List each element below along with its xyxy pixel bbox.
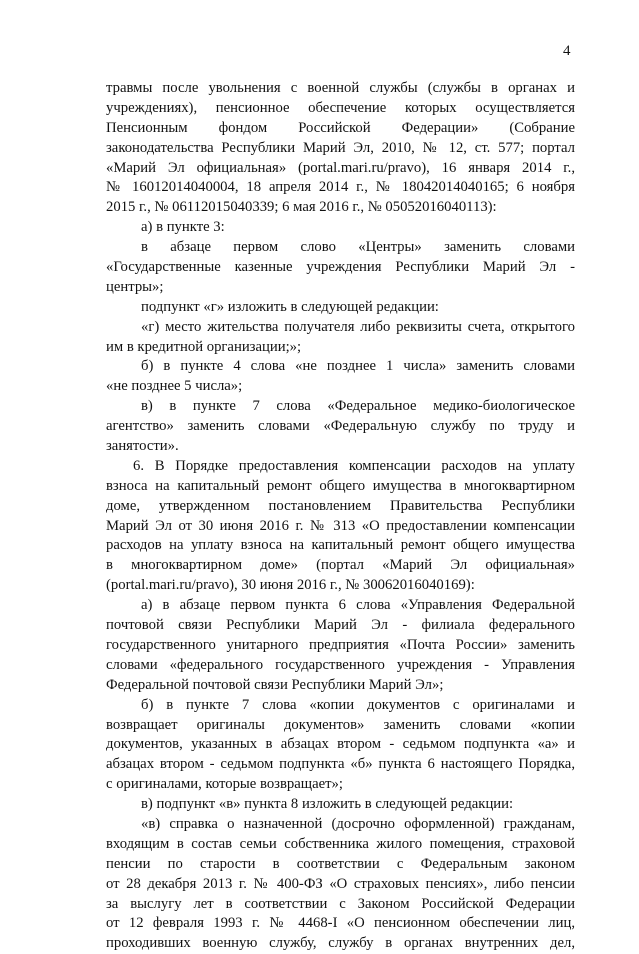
- text-line: центры»;: [106, 278, 164, 295]
- text-line: «не позднее 5 числа»;: [106, 378, 243, 395]
- text-line: словами «федерального государственного учреждения - Управления: [106, 656, 575, 673]
- text-line: травмы после увольнения с военной службы (службы в органах и: [106, 80, 575, 96]
- text-line: расходов на уплату взноса на капитальный ремонт общего имущества: [106, 537, 575, 554]
- text-line: документов, указанных в абзацах втором - седьмом подпункта «а» и: [106, 736, 575, 753]
- text-line: возвращает оригиналы документов» заменить словами «копии: [106, 716, 575, 733]
- text-line: а) в пункте 3:: [141, 219, 225, 236]
- text-line: абзацах втором - седьмом подпункта «б» пункта 6 настоящего Порядка,: [106, 756, 575, 773]
- text-line: почтовой связи Республики Марий Эл - филиала федерального: [106, 617, 575, 634]
- text-line: с оригиналами, которые возвращает»;: [106, 776, 343, 793]
- text-line: а) в абзаце первом пункта 6 слова «Управления Федеральной: [141, 597, 575, 614]
- text-line: входящим в состав семьи собственника жилого помещения, страховой: [106, 835, 575, 852]
- text-line: 2015 г., № 06112015040339; 6 мая 2016 г., № 05052016040113):: [106, 199, 497, 216]
- text-line: проходивших военную службу, службу в органах внутренних дел,: [106, 935, 575, 952]
- text-line: «г) место жительства получателя либо реквизиты счета, открытого: [141, 318, 575, 335]
- page-number: 4: [563, 43, 571, 59]
- text-line: в многоквартирном доме» (портал «Марий Эл официальная»: [106, 557, 575, 574]
- text-line: государственного унитарного предприятия «Почта России» заменить: [106, 636, 575, 653]
- text-line: в абзаце первом слово «Центры» заменить словами: [141, 239, 575, 256]
- text-line: в) в пункте 7 слова «Федеральное медико-биологическое: [141, 398, 575, 415]
- text-line: «в) справка о назначенной (досрочно оформленной) гражданам,: [141, 815, 575, 832]
- text-line: занятости».: [106, 438, 179, 455]
- text-line: за выслугу лет в соответствии с Законом Российской Федерации: [106, 895, 575, 912]
- text-line: 6. В Порядке предоставления компенсации расходов на уплату: [133, 457, 575, 474]
- text-line: подпункт «г» изложить в следующей редакции:: [141, 298, 439, 315]
- text-line: Федеральной почтовой связи Республики Марий Эл»;: [106, 676, 444, 693]
- text-line: «Марий Эл официальная» (portal.mari.ru/pravo), 16 января 2014 г.,: [106, 159, 575, 176]
- document-body: [106, 79, 575, 954]
- text-line: Пенсионным фондом Российской Федерации» (Собрание: [106, 119, 575, 136]
- text-line: № 16012014040004, 18 апреля 2014 г., № 18042014040165; 6 ноября: [106, 179, 575, 196]
- text-line: от 12 февраля 1993 г. № 4468-I «О пенсионном обеспечении лиц,: [106, 915, 575, 932]
- text-line: им в кредитной организации;»;: [106, 338, 302, 355]
- text-line: в) подпункт «в» пункта 8 изложить в следующей редакции:: [141, 796, 514, 813]
- text-line: б) в пункте 7 слова «копии документов с оригиналами и: [141, 696, 575, 713]
- text-line: от 28 декабря 2013 г. № 400-ФЗ «О страховых пенсиях», либо пенсии: [106, 875, 575, 892]
- text-line: (portal.mari.ru/pravo), 30 июня 2016 г., № 30062016040169):: [106, 577, 475, 594]
- text-line: законодательства Республики Марий Эл, 2010, № 12, ст. 577; портал: [106, 139, 575, 156]
- text-line: агентство» заменить словами «Федеральную службу по труду и: [106, 418, 575, 435]
- text-line: взноса на капитальный ремонт общего имущества в многоквартирном: [106, 477, 575, 494]
- text-line: б) в пункте 4 слова «не позднее 1 числа» заменить словами: [141, 358, 575, 375]
- text-line: учреждениях), пенсионное обеспечение которых осуществляется: [106, 99, 575, 116]
- text-line: «Государственные казенные учреждения Республики Марий Эл -: [106, 259, 575, 276]
- text-line: Марий Эл от 30 июня 2016 г. № 313 «О предоставлении компенсации: [106, 517, 575, 534]
- text-line: доме, утвержденном постановлением Правительства Республики: [106, 497, 575, 514]
- text-line: пенсии по старости в соответствии с Федеральным законом: [106, 855, 575, 872]
